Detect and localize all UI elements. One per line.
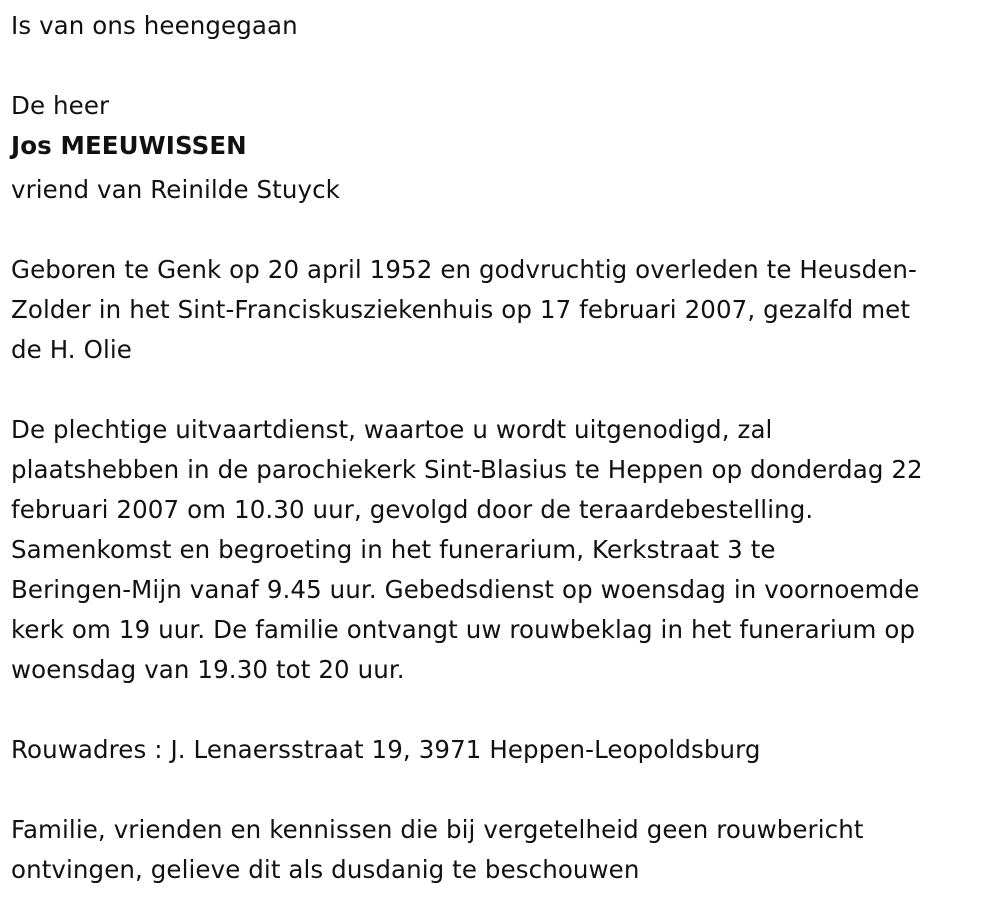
paragraph-line: Beringen-Mijn vanaf 9.45 uur. Gebedsdienst op woensdag in voornoemde bbox=[11, 575, 920, 604]
spacer bbox=[11, 46, 996, 86]
paragraph-line: Familie, vrienden en kennissen die bij vergetelheid geen rouwbericht bbox=[11, 815, 864, 844]
closing-paragraph bbox=[11, 810, 996, 890]
service-paragraph bbox=[11, 410, 996, 690]
paragraph-line: Geboren te Genk op 20 april 1952 en godvruchtig overleden te Heusden- bbox=[11, 255, 917, 284]
paragraph-line: kerk om 19 uur. De familie ontvangt uw rouwbeklag in het funerarium op bbox=[11, 615, 916, 644]
paragraph-line: Samenkomst en begroeting in het funerarium, Kerkstraat 3 te bbox=[11, 535, 776, 564]
salutation-text: De heer bbox=[11, 91, 110, 120]
paragraph-line: plaatshebben in de parochiekerk Sint-Blasius te Heppen op donderdag 22 bbox=[11, 455, 923, 484]
paragraph-line: woensdag van 19.30 tot 20 uur. bbox=[11, 655, 405, 684]
paragraph-line: de H. Olie bbox=[11, 335, 132, 364]
deceased-name: Jos MEEUWISSEN bbox=[11, 131, 247, 160]
paragraph-line: ontvingen, gelieve dit als dusdanig te beschouwen bbox=[11, 855, 640, 884]
birth-death-paragraph bbox=[11, 250, 996, 370]
mourning-address: Rouwadres : J. Lenaersstraat 19, 3971 Heppen-Leopoldsburg bbox=[11, 735, 761, 764]
spacer bbox=[11, 770, 996, 810]
spacer bbox=[11, 210, 996, 250]
paragraph-line: De plechtige uitvaartdienst, waartoe u wordt uitgenodigd, zal bbox=[11, 415, 773, 444]
spacer bbox=[11, 370, 996, 410]
relation-text: vriend van Reinilde Stuyck bbox=[11, 175, 340, 204]
paragraph-line: februari 2007 om 10.30 uur, gevolgd door de teraardebestelling. bbox=[11, 495, 814, 524]
paragraph-line: Zolder in het Sint-Franciskusziekenhuis op 17 februari 2007, gezalfd met bbox=[11, 295, 911, 324]
intro-text: Is van ons heengegaan bbox=[11, 11, 298, 40]
spacer bbox=[11, 690, 996, 730]
obituary-notice bbox=[11, 0, 996, 890]
